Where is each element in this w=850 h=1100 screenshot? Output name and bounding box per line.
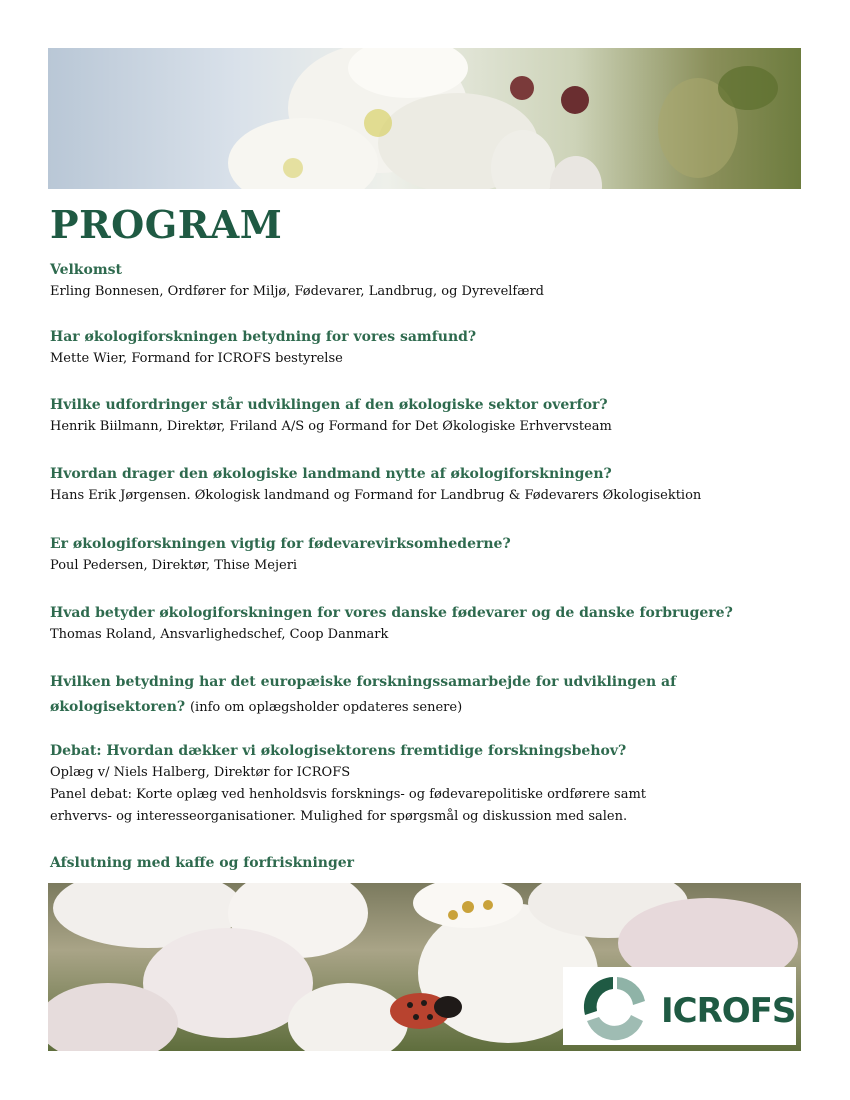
agenda-item	[50, 463, 810, 507]
icrofs-logo	[563, 967, 796, 1045]
agenda-heading-line2: økologisektoren?	[50, 699, 186, 715]
agenda-item	[50, 259, 810, 303]
header-photo-blossoms	[48, 48, 801, 189]
agenda-speaker: Thomas Roland, Ansvarlighedschef, Coop Danmark	[50, 627, 389, 642]
agenda-description: erhvervs- og interesseorganisationer. Mulighed for spørgsmål og diskussion med salen.	[50, 809, 628, 824]
agenda-item	[50, 533, 810, 577]
agenda-description: Panel debat: Korte oplæg ved henholdsvis forsknings- og fødevarepolitiske ordførere samt	[50, 787, 647, 802]
agenda-heading: Hvilken betydning har det europæiske forskningssamarbejde for udviklingen af	[50, 674, 677, 690]
agenda-heading: Debat: Hvordan dækker vi økologisektorens fremtidige forskningsbehov?	[50, 743, 627, 759]
agenda-heading: Velkomst	[50, 262, 123, 278]
agenda-item	[50, 740, 810, 828]
icrofs-swirl-icon	[573, 971, 657, 1043]
agenda-speaker: Poul Pedersen, Direktør, Thise Mejeri	[50, 558, 298, 573]
agenda-heading: Er økologiforskningen vigtig for fødevarevirksomhederne?	[50, 536, 511, 552]
agenda-heading-continued	[50, 696, 810, 719]
agenda-item	[50, 671, 810, 719]
agenda-item	[50, 394, 810, 438]
agenda-speaker: Mette Wier, Formand for ICROFS bestyrelse	[50, 351, 343, 366]
agenda-heading: Hvilke udfordringer står udviklingen af den økologiske sektor overfor?	[50, 397, 608, 413]
agenda-item	[50, 602, 810, 646]
logo-text: ICROFS	[661, 991, 796, 1031]
agenda-speaker: Hans Erik Jørgensen. Økologisk landmand og Formand for Landbrug & Fødevarers Økologisektion	[50, 488, 702, 503]
agenda-item	[50, 326, 810, 370]
agenda-heading: Har økologiforskningen betydning for vores samfund?	[50, 329, 477, 345]
agenda-speaker: Erling Bonnesen, Ordfører for Miljø, Fødevarer, Landbrug, og Dyrevelfærd	[50, 284, 544, 299]
agenda-heading: Hvordan drager den økologiske landmand nytte af økologiforskningen?	[50, 466, 612, 482]
agenda-item	[50, 852, 810, 874]
agenda-heading: Afslutning med kaffe og forfriskninger	[50, 855, 355, 871]
page-title: PROGRAM	[50, 202, 283, 247]
agenda-speaker: Henrik Biilmann, Direktør, Friland A/S og Formand for Det Økologiske Erhvervsteam	[50, 419, 612, 434]
agenda-speaker: Oplæg v/ Niels Halberg, Direktør for ICROFS	[50, 765, 351, 780]
agenda-note: (info om oplægsholder opdateres senere)	[189, 700, 463, 715]
agenda-heading: Hvad betyder økologiforskningen for vores danske fødevarer og de danske forbrugere?	[50, 605, 733, 621]
